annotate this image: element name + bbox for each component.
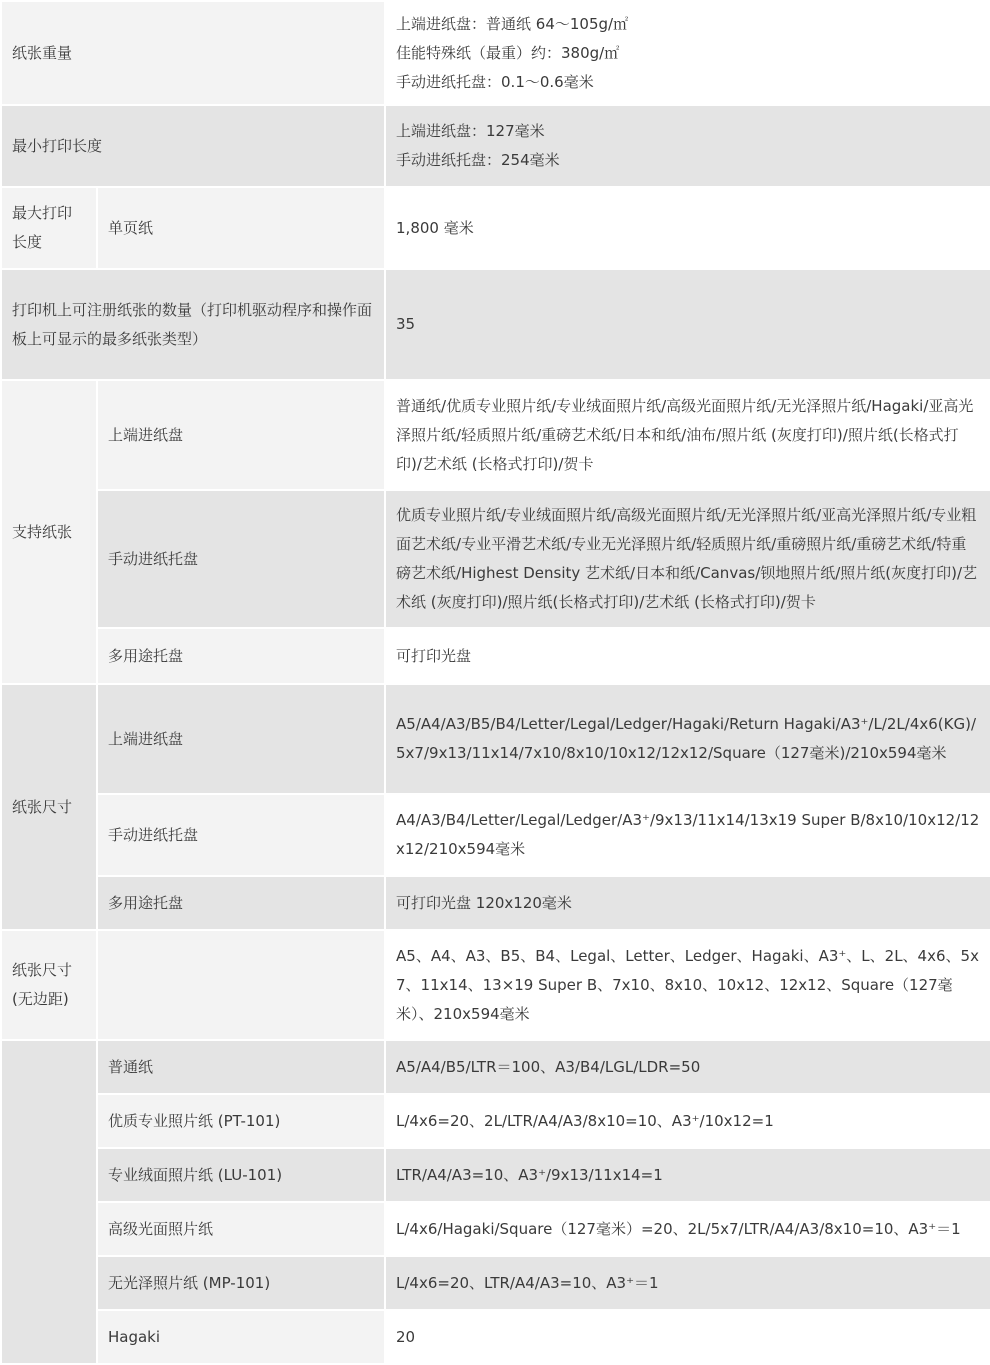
row-sublabel: 上端进纸盘 (97, 684, 385, 794)
row-sublabel: 高级光面照片纸 (97, 1202, 385, 1256)
row-sublabel: 多用途托盘 (97, 876, 385, 930)
row-registrable-count (1, 269, 990, 380)
row-supported-manual-tray (1, 490, 990, 628)
row-supported-top-tray (1, 380, 990, 490)
row-capacity (1, 1094, 990, 1148)
row-label: 支持纸张 (1, 380, 97, 684)
row-label: 纸张重量 (1, 1, 385, 105)
row-value: A5/A4/A3/B5/B4/Letter/Legal/Ledger/Hagaki/Return Hagaki/A3⁺/L/2L/4x6(KG)/5x7/9x13/11x14/7x10/8x10/10x12/12x12/Square（127毫米)/210x594毫米 (385, 684, 990, 794)
row-capacity (1, 1256, 990, 1310)
row-sublabel: 普通纸 (97, 1040, 385, 1094)
row-sublabel: 优质专业照片纸 (PT-101) (97, 1094, 385, 1148)
row-value: A5、A4、A3、B5、B4、Legal、Letter、Ledger、Hagaki、A3⁺、L、2L、4x6、5x7、11x14、13×19 Super B、7x10、8x10、10x12、12x12、Square（127毫米）、210x594毫米 (385, 930, 990, 1040)
row-value: 20 (385, 1310, 990, 1364)
row-value: 优质专业照片纸/专业绒面照片纸/高级光面照片纸/无光泽照片纸/亚高光泽照片纸/专业粗面艺术纸/专业平滑艺术纸/专业无光泽照片纸/轻质照片纸/重磅照片纸/重磅艺术纸/特重磅艺术纸/Highest Density 艺术纸/日本和纸/Canvas/钡地照片纸/照片纸(灰度打印)/艺术纸 (灰度打印)/照片纸(长格式打印)/艺术纸 (长格式打印)/贺卡 (385, 490, 990, 628)
row-label: 纸张尺寸(无边距) (1, 930, 97, 1040)
row-sublabel: 多用途托盘 (97, 628, 385, 684)
row-capacity (1, 1310, 990, 1364)
row-label: 最小打印长度 (1, 105, 385, 187)
row-max-length (1, 187, 990, 269)
row-sublabel: 单页纸 (97, 187, 385, 269)
row-sublabel: 上端进纸盘 (97, 380, 385, 490)
row-supported-multi-tray (1, 628, 990, 684)
row-size-multi-tray (1, 876, 990, 930)
row-capacity (1, 1148, 990, 1202)
row-borderless-size (1, 930, 990, 1040)
value-line: 手动进纸托盘：0.1～0.6毫米 (396, 72, 594, 91)
row-value: 可打印光盘 120x120毫米 (385, 876, 990, 930)
row-value (385, 1, 990, 105)
row-value: 可打印光盘 (385, 628, 990, 684)
row-sublabel: 手动进纸托盘 (97, 794, 385, 876)
row-sublabel: Hagaki (97, 1310, 385, 1364)
row-value: A4/A3/B4/Letter/Legal/Ledger/A3⁺/9x13/11x14/13x19 Super B/8x10/10x12/12x12/210x594毫米 (385, 794, 990, 876)
value-line: 佳能特殊纸（最重）约：380g/㎡ (396, 43, 620, 62)
row-sublabel: 专业绒面照片纸 (LU-101) (97, 1148, 385, 1202)
row-value: A5/A4/B5/LTR＝100、A3/B4/LGL/LDR=50 (385, 1040, 990, 1094)
row-value: L/4x6=20、LTR/A4/A3=10、A3⁺＝1 (385, 1256, 990, 1310)
row-capacity (1, 1040, 990, 1094)
row-label: 打印机上可注册纸张的数量（打印机驱动程序和操作面板上可显示的最多纸张类型） (1, 269, 385, 380)
value-line: 手动进纸托盘：254毫米 (396, 151, 560, 169)
row-value: L/4x6=20、2L/LTR/A4/A3/8x10=10、A3⁺/10x12=1 (385, 1094, 990, 1148)
row-size-top-tray (1, 684, 990, 794)
value-line: 上端进纸盘：普通纸 64～105g/㎡ (396, 14, 629, 33)
row-value: 1,800 毫米 (385, 187, 990, 269)
row-sublabel: 手动进纸托盘 (97, 490, 385, 628)
row-value (385, 105, 990, 187)
row-paper-weight (1, 1, 990, 105)
row-value: LTR/A4/A3=10、A3⁺/9x13/11x14=1 (385, 1148, 990, 1202)
row-label: 纸张尺寸 (1, 684, 97, 930)
row-label-empty (1, 1040, 97, 1364)
row-sublabel-empty (97, 930, 385, 1040)
row-capacity (1, 1202, 990, 1256)
row-value: 普通纸/优质专业照片纸/专业绒面照片纸/高级光面照片纸/无光泽照片纸/Hagaki/亚高光泽照片纸/轻质照片纸/重磅艺术纸/日本和纸/油布/照片纸 (灰度打印)/照片纸(长格式打印)/艺术纸 (长格式打印)/贺卡 (385, 380, 990, 490)
row-size-manual-tray (1, 794, 990, 876)
row-min-length (1, 105, 990, 187)
value-line: 上端进纸盘：127毫米 (396, 122, 545, 140)
row-label: 最大打印长度 (1, 187, 97, 269)
row-value: L/4x6/Hagaki/Square（127毫米）=20、2L/5x7/LTR/A4/A3/8x10=10、A3⁺＝1 (385, 1202, 990, 1256)
row-value: 35 (385, 269, 990, 380)
row-sublabel: 无光泽照片纸 (MP-101) (97, 1256, 385, 1310)
